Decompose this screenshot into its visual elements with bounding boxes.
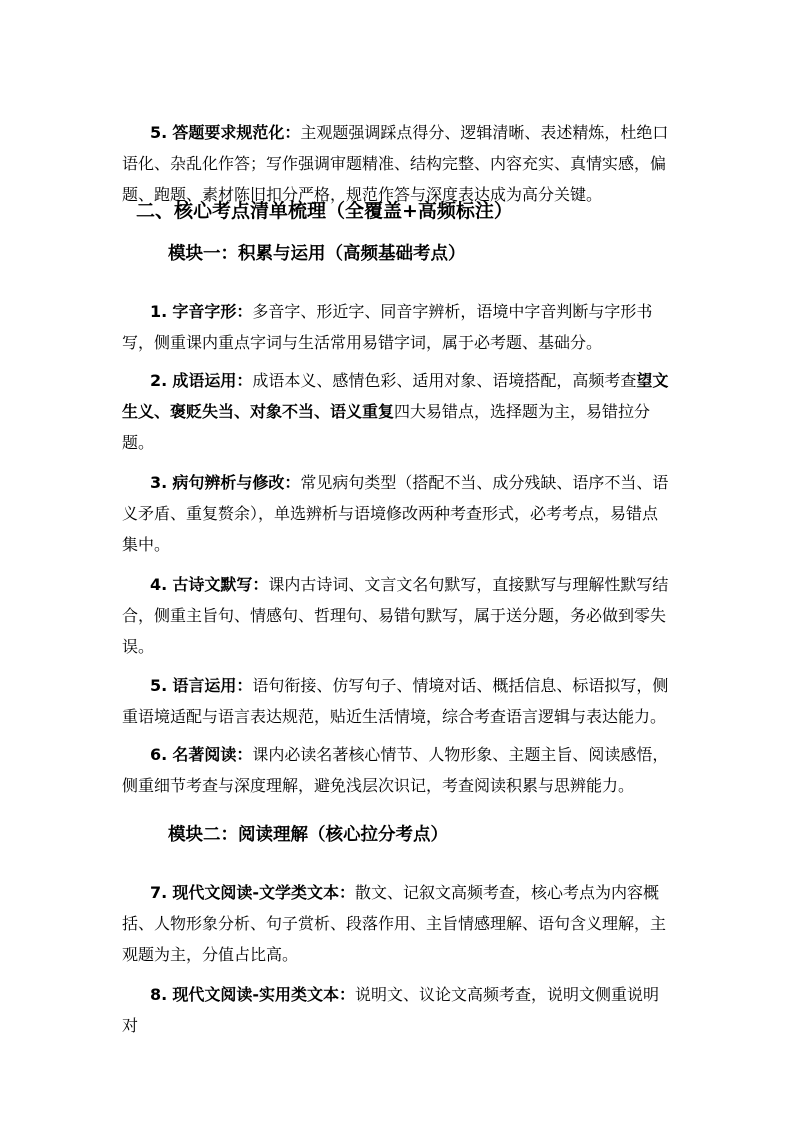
item-text: 多音字、形近字、同音字辨析，语境中字音判断与字形书写，侧重课内重点字词与生活常用易错字词，属于必考题、基础分。 [122, 302, 653, 352]
item-title: 答题要求规范化： [172, 123, 301, 142]
item-text: 四大易错点，选择题为主，易错拉分题。 [122, 402, 651, 452]
item-title: 现代文阅读-实用类文本： [172, 985, 355, 1004]
module-heading-1: 模块一：积累与运用（高频基础考点） [168, 244, 466, 264]
item-title: 名著阅读： [172, 745, 253, 764]
item-title: 现代文阅读-文学类文本： [172, 883, 355, 902]
paragraph-item-3 [122, 467, 670, 560]
paragraph-item-4 [122, 569, 670, 662]
module-heading-2: 模块二：阅读理解（核心拉分考点） [168, 825, 448, 845]
paragraph-item-6 [122, 739, 670, 801]
item-text: 常见病句类型（搭配不当、成分残缺、语序不当、语义矛盾、重复赘余），单选辨析与语境修改两种考查形式，必考考点，易错点集中。 [122, 473, 669, 554]
item-title: 病句辨析与修改： [172, 473, 301, 492]
item-emphasis: 望文生义、褒贬失当、对象不当、语义重复 [122, 371, 669, 421]
item-number: 6. [150, 745, 168, 764]
item-text: 课内必读名著核心情节、人物形象、主题主旨、阅读感悟，侧重细节考查与深度理解，避免浅层次识记，考查阅读积累与思辨能力。 [122, 745, 669, 795]
item-text: 语句衔接、仿写句子、情境对话、概括信息、标语拟写，侧重语境适配与语言表达规范，贴近生活情境，综合考查语言逻辑与表达能力。 [122, 676, 669, 726]
item-text: 说明文、议论文高频考查，说明文侧重说明对 [122, 985, 659, 1035]
item-number: 8. [150, 985, 168, 1004]
item-text: 主观题强调踩点得分、逻辑清晰、表述精炼，杜绝口语化、杂乱化作答；写作强调审题精准、结构完整、内容充实、真情实感，偏题、跑题、素材陈旧扣分严格，规范作答与深度表达成为高分关键。 [122, 123, 669, 204]
item-title: 古诗文默写： [172, 575, 269, 594]
paragraph-item-1 [122, 296, 670, 358]
item-number: 4. [150, 575, 168, 594]
section-heading: 二、核心考点清单梳理（全覆盖+高频标注） [136, 200, 513, 222]
item-number: 7. [150, 883, 168, 902]
item-number: 2. [150, 371, 168, 390]
paragraph-item-2 [122, 365, 670, 458]
item-number: 5. [150, 123, 168, 142]
item-text: 散文、记叙文高频考查，核心考点为内容概括、人物形象分析、句子赏析、段落作用、主旨情感理解、语句含义理解，主观题为主，分值占比高。 [122, 883, 667, 964]
paragraph-item-7 [122, 877, 670, 970]
paragraph-item-5b [122, 670, 670, 732]
item-text: 成语本义、感情色彩、适用对象、语境搭配，高频考查 [252, 371, 637, 390]
item-text: 课内古诗词、文言文名句默写，直接默写与理解性默写结合，侧重主旨句、情感句、哲理句、易错句默写，属于送分题，务必做到零失误。 [122, 575, 669, 656]
item-title: 字音字形： [172, 302, 253, 321]
item-number: 5. [150, 676, 168, 695]
item-title: 语言运用： [172, 676, 253, 695]
item-number: 1. [150, 302, 168, 321]
item-title: 成语运用： [172, 371, 253, 390]
item-number: 3. [150, 473, 168, 492]
paragraph-item-8 [122, 979, 670, 1041]
